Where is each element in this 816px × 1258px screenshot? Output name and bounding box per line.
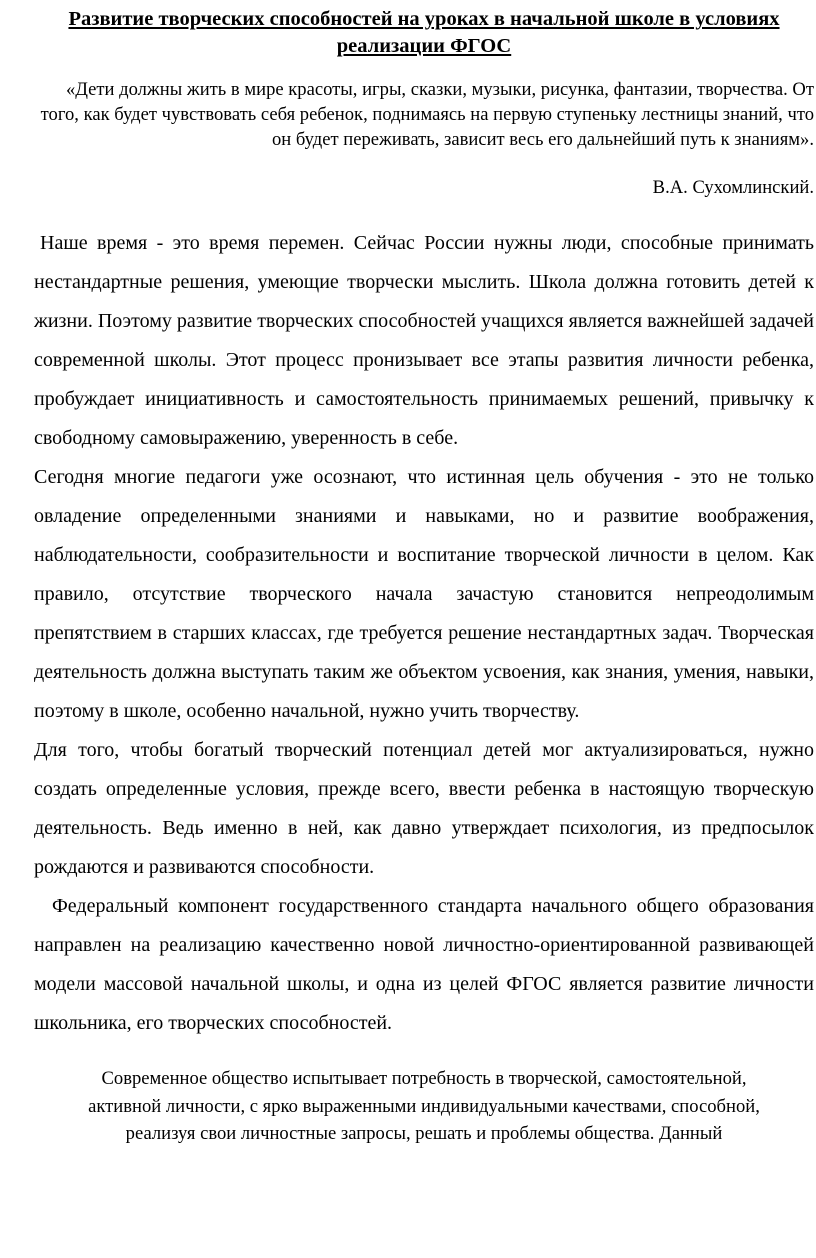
body-text — [34, 224, 814, 1043]
document-page — [34, 0, 814, 1148]
epigraph-author: В.А. Сухомлинский. — [652, 177, 814, 198]
epigraph-quote: «Дети должны жить в мире красоты, игры, сказки, музыки, рисунка, фантазии, творчества. От того, как будет чувствовать себя ребенок, поднимаясь на первую ступеньку лестницы знаний, что он будет переживать, зависит весь его дальнейший путь к знаниям». — [40, 79, 814, 150]
paragraph-1: Наше время - это время перемен. Сейчас России нужны люди, способные принимать нестандартные решения, умеющие творчески мыслить. Школа должна готовить детей к жизни. Поэтому развитие творческих способностей учащихся является важнейшей задачей современной школы. Этот процесс пронизывает все этапы развития личности ребенка, пробуждает инициативность и самостоятельность принимаемых решений, привычку к свободному самовыражению, уверенность в себе. — [34, 232, 814, 449]
paragraph-2: Сегодня многие педагоги уже осознают, что истинная цель обучения - это не только овладение определенными знаниями и навыками, но и развитие воображения, наблюдательности, сообразительности и воспитание творческой личности в целом. Как правило, отсутствие творческого начала зачастую становится непреодолимым препятствием в старших классах, где требуется решение нестандартных задач. Творческая деятельность должна выступать таким же объектом усвоения, как знания, умения, навыки, поэтому в школе, особенно начальной, нужно учить творчеству. — [34, 466, 814, 722]
paragraph-4: Федеральный компонент государственного стандарта начального общего образования направлен на реализацию качественно новой личностно-ориентированной развивающей модели массовой начальной школы, и одна из целей ФГОС является развитие личности школьника, его творческих способностей. — [34, 895, 814, 1034]
closing-paragraph: Современное общество испытывает потребность в творческой, самостоятельной, активной личности, с ярко выраженными индивидуальными качествами, способной, реализуя свои личностные запросы, решать и проблемы общества. Данный — [88, 1068, 760, 1144]
paragraph-3: Для того, чтобы богатый творческий потенциал детей мог актуализироваться, нужно создать определенные условия, прежде всего, ввести ребенка в настоящую творческую деятельность. Ведь именно в ней, как давно утверждает психология, из предпосылок рождаются и развиваются способности. — [34, 739, 814, 878]
document-title: Развитие творческих способностей на уроках в начальной школе в условиях реализации ФГОС — [68, 8, 780, 57]
